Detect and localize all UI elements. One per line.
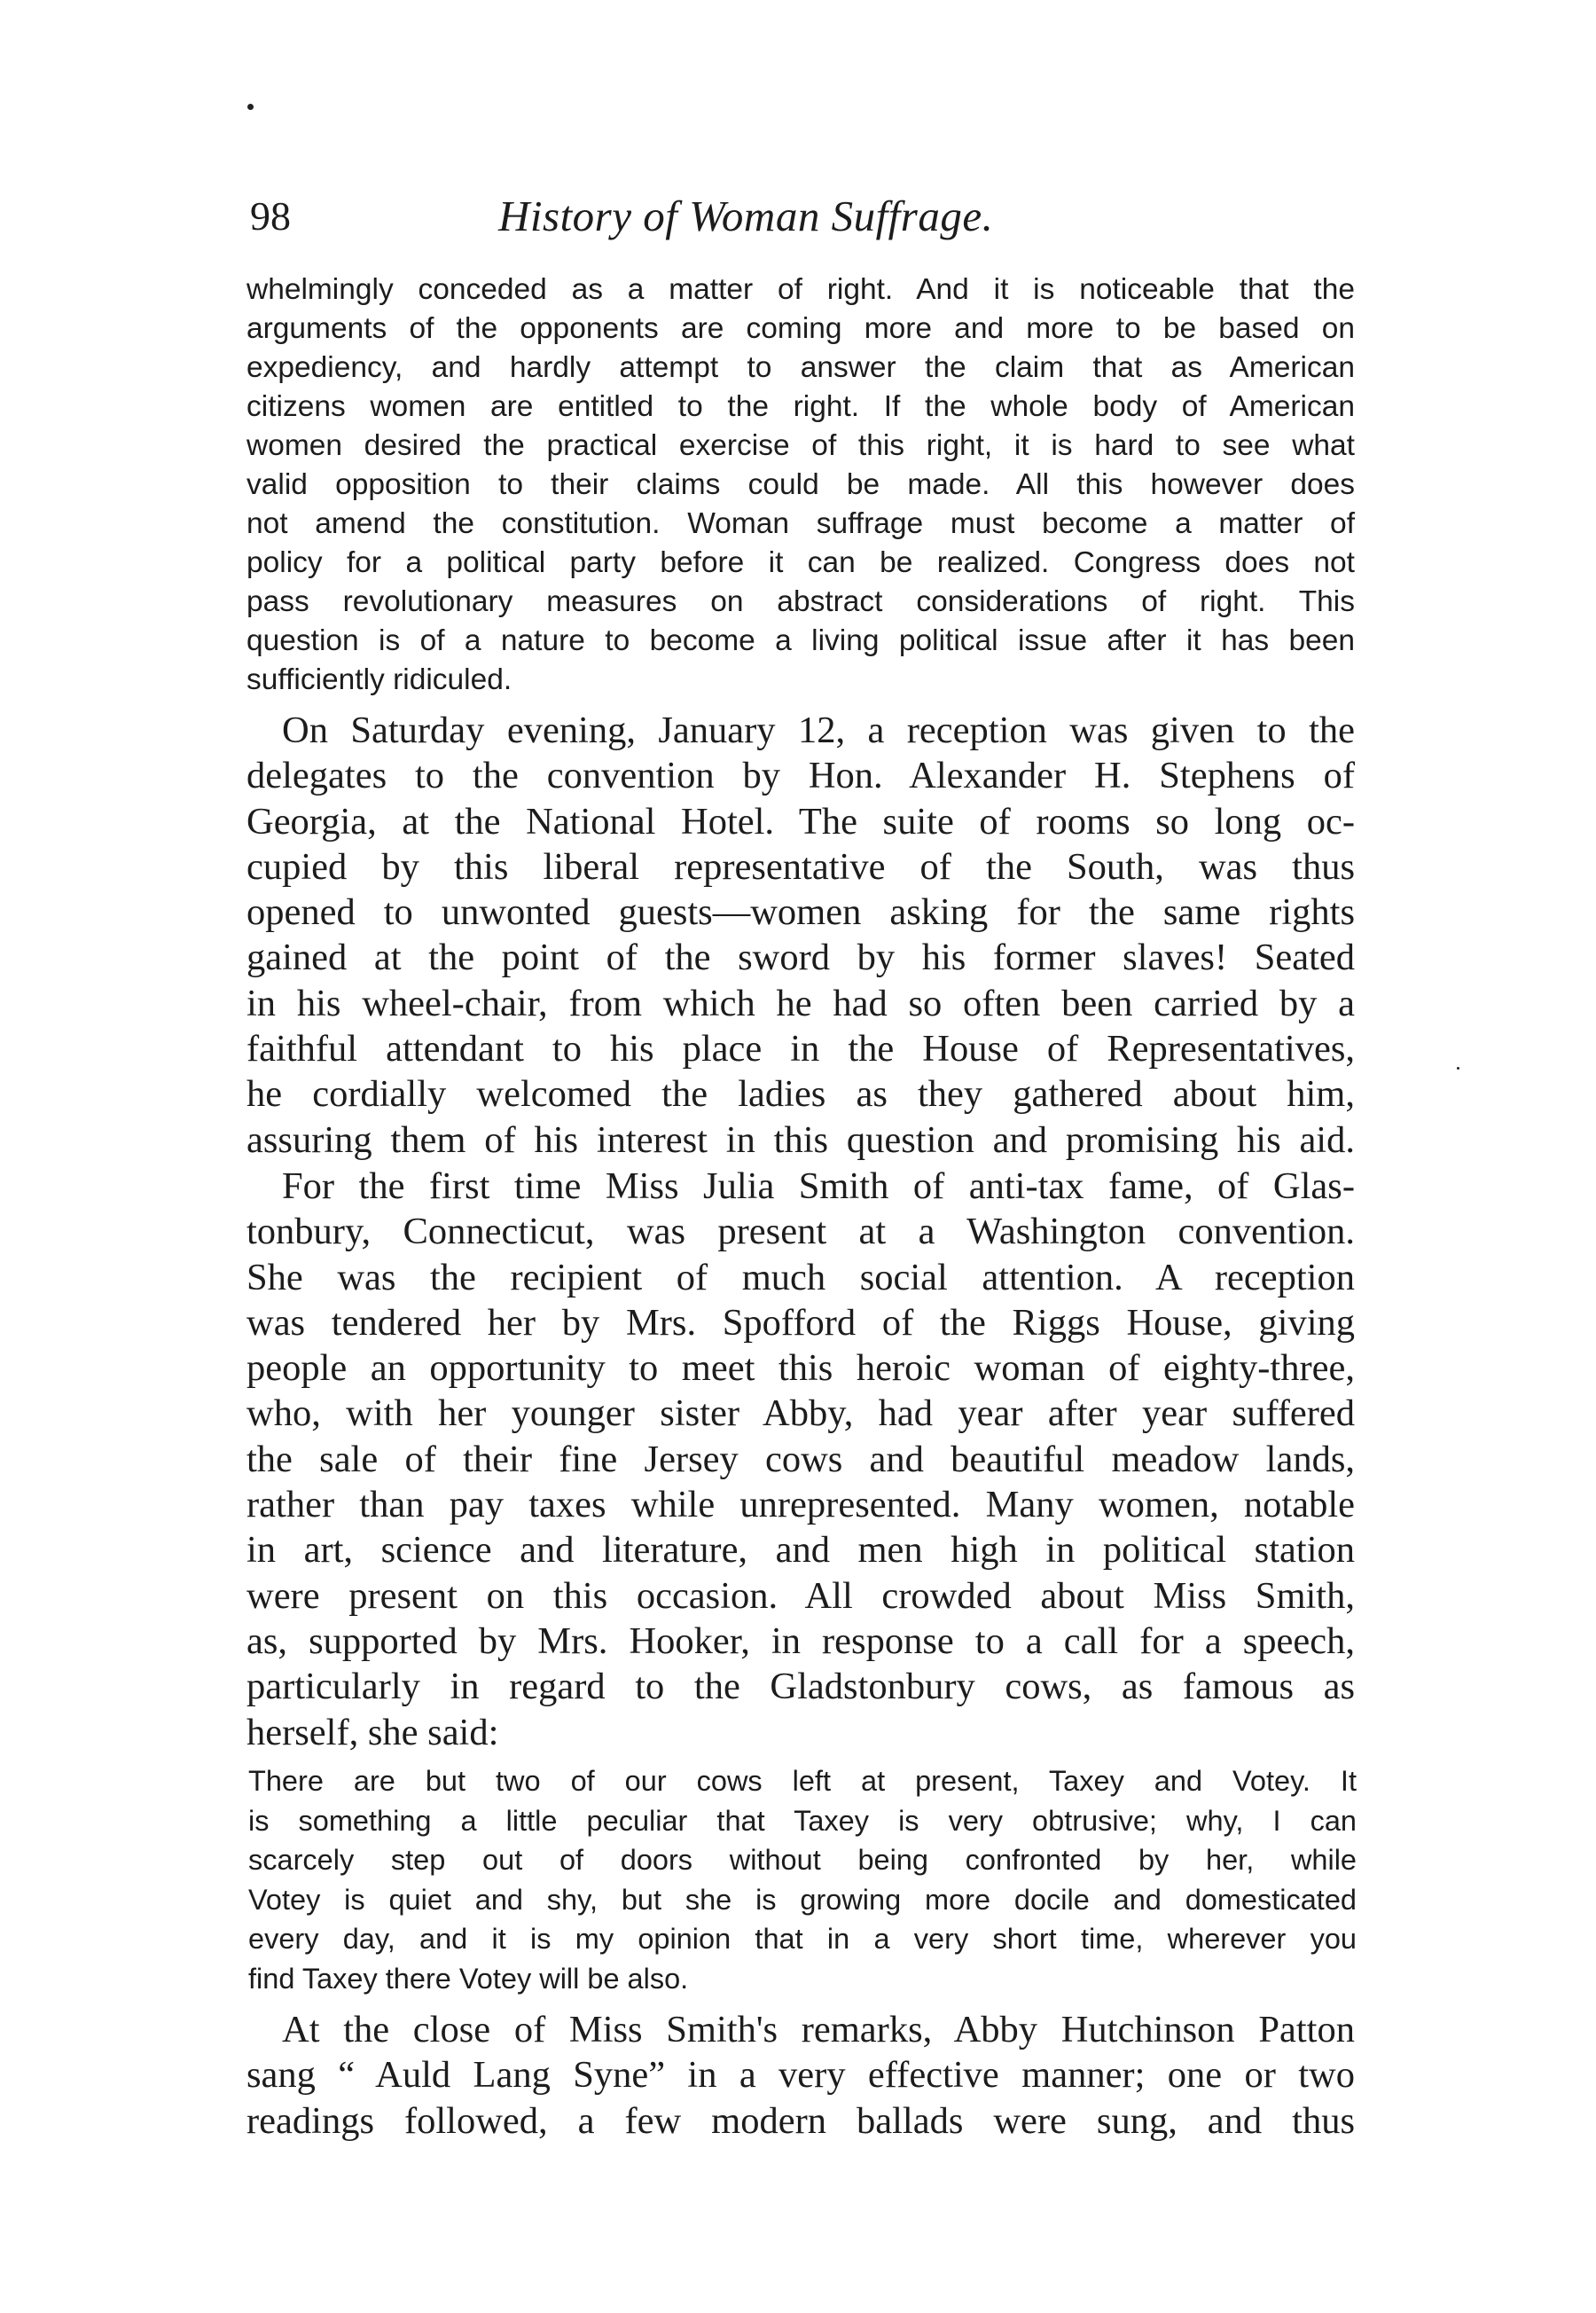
text-line: women desired the practical exercise of this right, it is hard to see what bbox=[246, 429, 1355, 462]
text-line: herself, she said: bbox=[246, 1711, 499, 1753]
text-line: sang “ Auld Lang Syne” in a very effective manner; one or two bbox=[246, 2054, 1355, 2097]
text-line: people an opportunity to meet this heroic woman of eighty-three, bbox=[246, 1347, 1355, 1390]
text-line: Votey is quiet and shy, but she is growing more docile and domesticated bbox=[248, 1883, 1357, 1916]
text-line: valid opposition to their claims could be made. All this however does bbox=[246, 468, 1355, 501]
text-line: were present on this occasion. All crowded about Miss Smith, bbox=[246, 1574, 1355, 1617]
block-quote-smith-speech bbox=[248, 1761, 1357, 1998]
text-line: assuring them of his interest in this question and promising his aid. bbox=[246, 1118, 1355, 1161]
paragraph-closing-remarks bbox=[246, 2007, 1355, 2144]
text-line: There are but two of our cows left at present, Taxey and Votey. It bbox=[248, 1765, 1357, 1797]
text-line: he cordially welcomed the ladies as they gathered about him, bbox=[246, 1073, 1355, 1116]
text-line: as, supported by Mrs. Hooker, in response to a call for a speech, bbox=[246, 1619, 1355, 1662]
text-line: not amend the constitution. Woman suffrage must become a matter of bbox=[246, 507, 1355, 540]
text-line: cupied by this liberal representative of the South, was thus bbox=[246, 845, 1355, 888]
text-line: She was the recipient of much social attention. A reception bbox=[246, 1256, 1355, 1298]
text-line: arguments of the opponents are coming more and more to be based on bbox=[246, 312, 1355, 345]
page-header bbox=[250, 190, 1358, 243]
text-line: citizens women are entitled to the right. If the whole body of American bbox=[246, 390, 1355, 423]
print-speck bbox=[247, 104, 254, 110]
text-line: expediency, and hardly attempt to answer the claim that as American bbox=[246, 351, 1355, 384]
page-number: 98 bbox=[250, 193, 291, 239]
text-line: At the close of Miss Smith's remarks, Abby Hutchinson Patton bbox=[282, 2009, 1355, 2050]
text-line: sufficiently ridiculed. bbox=[246, 663, 512, 696]
paragraph-stephens-reception bbox=[246, 708, 1355, 1163]
text-line: find Taxey there Votey will be also. bbox=[248, 1962, 689, 1995]
text-line: policy for a political party before it can be realized. Congress does not bbox=[246, 546, 1355, 579]
text-line: On Saturday evening, January 12, a reception was given to the bbox=[282, 710, 1355, 751]
print-speck bbox=[1457, 1067, 1459, 1070]
text-line: who, with her younger sister Abby, had year after year suffered bbox=[246, 1392, 1355, 1435]
text-line: was tendered her by Mrs. Spofford of the Riggs House, giving bbox=[246, 1301, 1355, 1344]
text-line: tonbury, Connecticut, was present at a Washington convention. bbox=[246, 1211, 1355, 1253]
text-line: in his wheel-chair, from which he had so often been carried by a bbox=[246, 982, 1355, 1024]
text-line: the sale of their fine Jersey cows and beautiful meadow lands, bbox=[246, 1438, 1355, 1480]
text-line: whelmingly conceded as a matter of right. And it is noticeable that the bbox=[246, 273, 1355, 306]
text-line: readings followed, a few modern ballads were sung, and thus bbox=[246, 2099, 1355, 2142]
text-line: delegates to the convention by Hon. Alexander H. Stephens of bbox=[246, 755, 1355, 797]
text-line: scarcely step out of doors without being confronted by her, while bbox=[248, 1844, 1357, 1876]
text-line: faithful attendant to his place in the House of Representatives, bbox=[246, 1028, 1355, 1070]
text-line: rather than pay taxes while unrepresented. Many women, notable bbox=[246, 1484, 1355, 1526]
text-line: every day, and it is my opinion that in a very short time, wherever you bbox=[248, 1923, 1357, 1955]
paragraph-julia-smith bbox=[246, 1164, 1355, 1755]
text-line: opened to unwonted guests—women asking for the same rights bbox=[246, 891, 1355, 934]
text-line: in art, science and literature, and men high in political station bbox=[246, 1529, 1355, 1572]
text-line: pass revolutionary measures on abstract considerations of right. This bbox=[246, 585, 1355, 618]
paragraph-continued-argument bbox=[246, 271, 1355, 700]
text-line: gained at the point of the sword by his former slaves! Seated bbox=[246, 937, 1355, 979]
text-line: question is of a nature to become a living political issue after it has been bbox=[246, 624, 1355, 657]
text-line: For the first time Miss Julia Smith of anti-tax fame, of Glas- bbox=[282, 1165, 1355, 1207]
text-line: particularly in regard to the Gladstonbury cows, as famous as bbox=[246, 1666, 1355, 1708]
text-line: Georgia, at the National Hotel. The suite of rooms so long oc- bbox=[246, 800, 1355, 843]
running-title: History of Woman Suffrage. bbox=[498, 192, 994, 240]
text-line: is something a little peculiar that Taxey is very obtrusive; why, I can bbox=[248, 1804, 1357, 1837]
